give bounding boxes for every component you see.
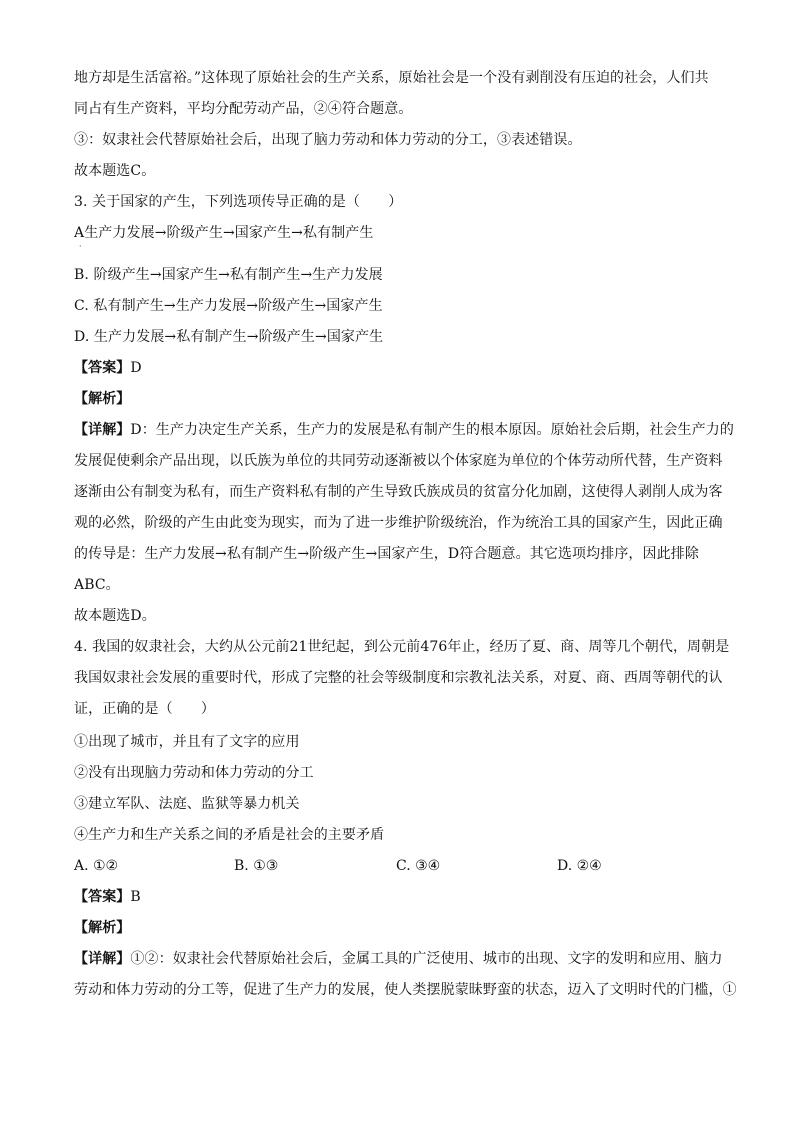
- text-line: 故本题选C。: [74, 163, 156, 179]
- question-3-option-a: A生产力发展→阶级产生→国家产生→私有制产生: [74, 225, 374, 241]
- text-line: 地方却是生活富裕。”这体现了原始社会的生产关系，原始社会是一个没有剥削没有压迫的社会，人们共: [74, 70, 709, 86]
- answer-value: D: [130, 360, 142, 376]
- analysis-3-heading: 【解析】: [74, 391, 131, 407]
- detail-3-line: [74, 421, 734, 439]
- statement-4: ④生产力和生产关系之间的矛盾是社会的主要矛盾: [74, 827, 385, 843]
- answer-4: [74, 888, 141, 906]
- detail-label: 【详解】: [74, 951, 131, 967]
- question-4-option-a: A. ①②: [74, 858, 119, 874]
- text-line: ③：奴隶社会代替原始社会后，出现了脑力劳动和体力劳动的分工，③表述错误。: [74, 132, 582, 148]
- detail-text: ①②：奴隶社会代替原始社会后，金属工具的广泛使用、城市的出现、文字的发明和应用、脑力: [130, 951, 723, 967]
- statement-3: ③建立军队、法庭、监狱等暴力机关: [74, 796, 300, 812]
- question-4-option-c: C. ③④: [396, 858, 441, 874]
- detail-4-line: [74, 950, 723, 968]
- detail-text: D：生产力决定生产关系，生产力的发展是私有制产生的根本原因。原始社会后期，社会生产力的: [130, 422, 734, 438]
- question-3-option-c: C. 私有制产生→生产力发展→阶级产生→国家产生: [74, 298, 383, 314]
- question-4-stem: 4. 我国的奴隶社会，大约从公元前21世纪起，到公元前476年止，经历了夏、商、周等几个朝代，周朝是: [74, 639, 730, 655]
- question-3-option-b: B. 阶级产生→国家产生→私有制产生→生产力发展: [74, 267, 383, 283]
- detail-3-line: 发展促使剩余产品出现，以氏族为单位的共同劳动逐渐被以个体家庭为单位的个体劳动所代替，生产资料: [74, 453, 723, 469]
- stray-dot: ·: [79, 242, 82, 251]
- detail-3-line: ABC。: [74, 577, 120, 593]
- detail-3-line: 的传导是：生产力发展→私有制产生→阶级产生→国家产生，D符合题意。其它选项均排序，因此排除: [74, 546, 699, 562]
- question-4-option-b: B. ①③: [234, 858, 279, 874]
- detail-4-line: 劳动和体力劳动的分工等，促进了生产力的发展，使人类摆脱蒙昧野蛮的状态，迈入了文明时代的门槛，①: [74, 982, 737, 998]
- question-4-option-d: D. ②④: [557, 858, 602, 874]
- question-3-stem: 3. 关于国家的产生，下列选项传导正确的是（ ）: [74, 194, 403, 210]
- question-4-stem: 我国奴隶社会发展的重要时代，形成了完整的社会等级制度和宗教礼法关系，对夏、商、西周等朝代的认: [74, 670, 723, 686]
- detail-3-line: 观的必然，阶级的产生由此变为现实，而为了进一步维护阶级统治，作为统治工具的国家产生，因此正确: [74, 515, 723, 531]
- analysis-4-heading: 【解析】: [74, 920, 131, 936]
- answer-label: 【答案】: [74, 889, 131, 905]
- answer-value: B: [130, 889, 141, 905]
- question-3-option-d: D. 生产力发展→私有制产生→阶级产生→国家产生: [74, 329, 384, 345]
- detail-label: 【详解】: [74, 422, 131, 438]
- conclusion-3: 故本题选D。: [74, 608, 156, 624]
- statement-2: ②没有出现脑力劳动和体力劳动的分工: [74, 765, 314, 781]
- answer-label: 【答案】: [74, 360, 131, 376]
- question-4-stem: 证，正确的是（ ）: [74, 701, 215, 717]
- detail-3-line: 逐渐由公有制变为私有，而生产资料私有制的产生导致氏族成员的贫富分化加剧，这使得人剥削人成为客: [74, 484, 723, 500]
- statement-1: ①出现了城市，并且有了文字的应用: [74, 734, 300, 750]
- answer-3: [74, 359, 142, 377]
- text-line: 同占有生产资料，平均分配劳动产品，②④符合题意。: [74, 101, 413, 117]
